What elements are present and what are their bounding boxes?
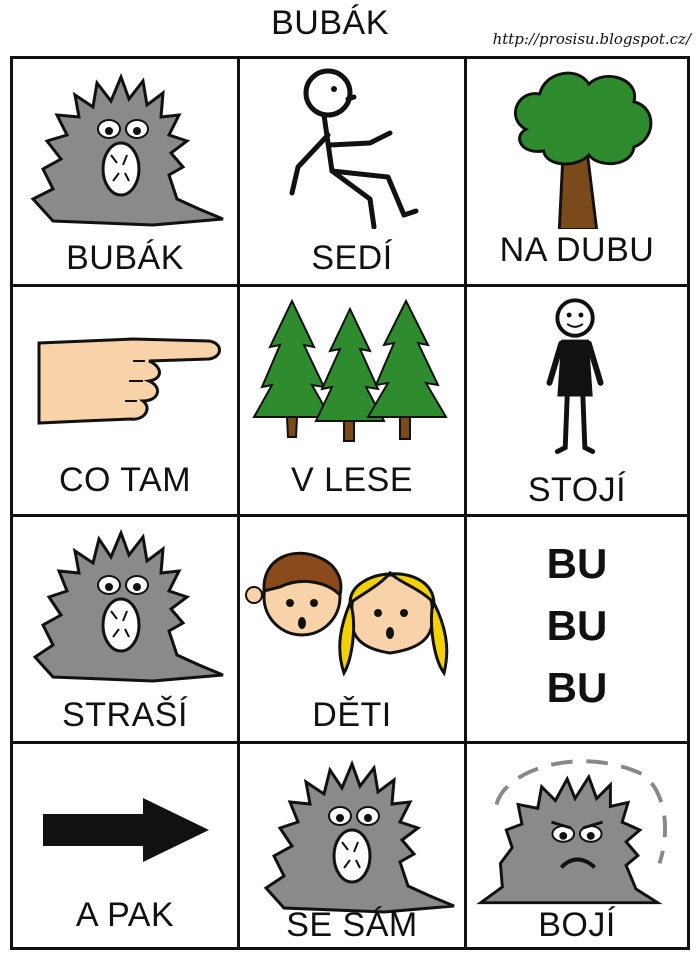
card-a-pak: [13, 744, 240, 947]
card-v-lese: [240, 287, 467, 517]
monster-icon: [240, 744, 464, 914]
card-word: V LESE: [290, 461, 414, 499]
card-co-tam: [13, 287, 240, 517]
oak-tree-icon: [467, 59, 687, 229]
card-deti: [240, 517, 467, 744]
forest-icon: [240, 287, 464, 457]
source-url: http://prosisu.blogspot.cz/: [492, 30, 691, 48]
card-word: NA DUBU: [499, 231, 655, 269]
picture-card-grid: [10, 56, 690, 950]
card-bu-bu-bu: [467, 517, 687, 744]
card-word: A PAK: [75, 896, 175, 934]
card-sedi: [240, 59, 467, 287]
sad-monster-icon: [467, 744, 687, 914]
card-word: BUBÁK: [66, 239, 184, 277]
bu-line: BU: [546, 540, 608, 587]
children-faces-icon: [240, 517, 464, 687]
monster-icon: [13, 517, 237, 687]
card-word: BOJÍ: [538, 906, 616, 944]
page-title: BUBÁK: [271, 4, 389, 42]
card-word: STOJÍ: [527, 471, 627, 509]
card-bubak: [13, 59, 240, 287]
pointing-hand-icon: [13, 287, 237, 457]
card-word: SE SÁM: [286, 906, 418, 944]
monster-icon: [13, 59, 237, 229]
arrow-right-icon: [13, 744, 237, 914]
standing-figure-icon: [467, 287, 687, 457]
bu-line: BU: [546, 664, 608, 711]
card-strasi: [13, 517, 240, 744]
card-word: CO TAM: [58, 461, 192, 499]
card-se-sam: [240, 744, 467, 947]
bu-lines: [467, 533, 687, 719]
card-word: SEDÍ: [311, 239, 393, 277]
bu-line: BU: [546, 602, 608, 649]
card-word: DĚTI: [312, 696, 392, 734]
sitting-figure-icon: [240, 59, 464, 229]
card-word: STRAŠÍ: [62, 696, 188, 734]
card-stoji: [467, 287, 687, 517]
card-boji: [467, 744, 687, 947]
card-na-dubu: [467, 59, 687, 287]
